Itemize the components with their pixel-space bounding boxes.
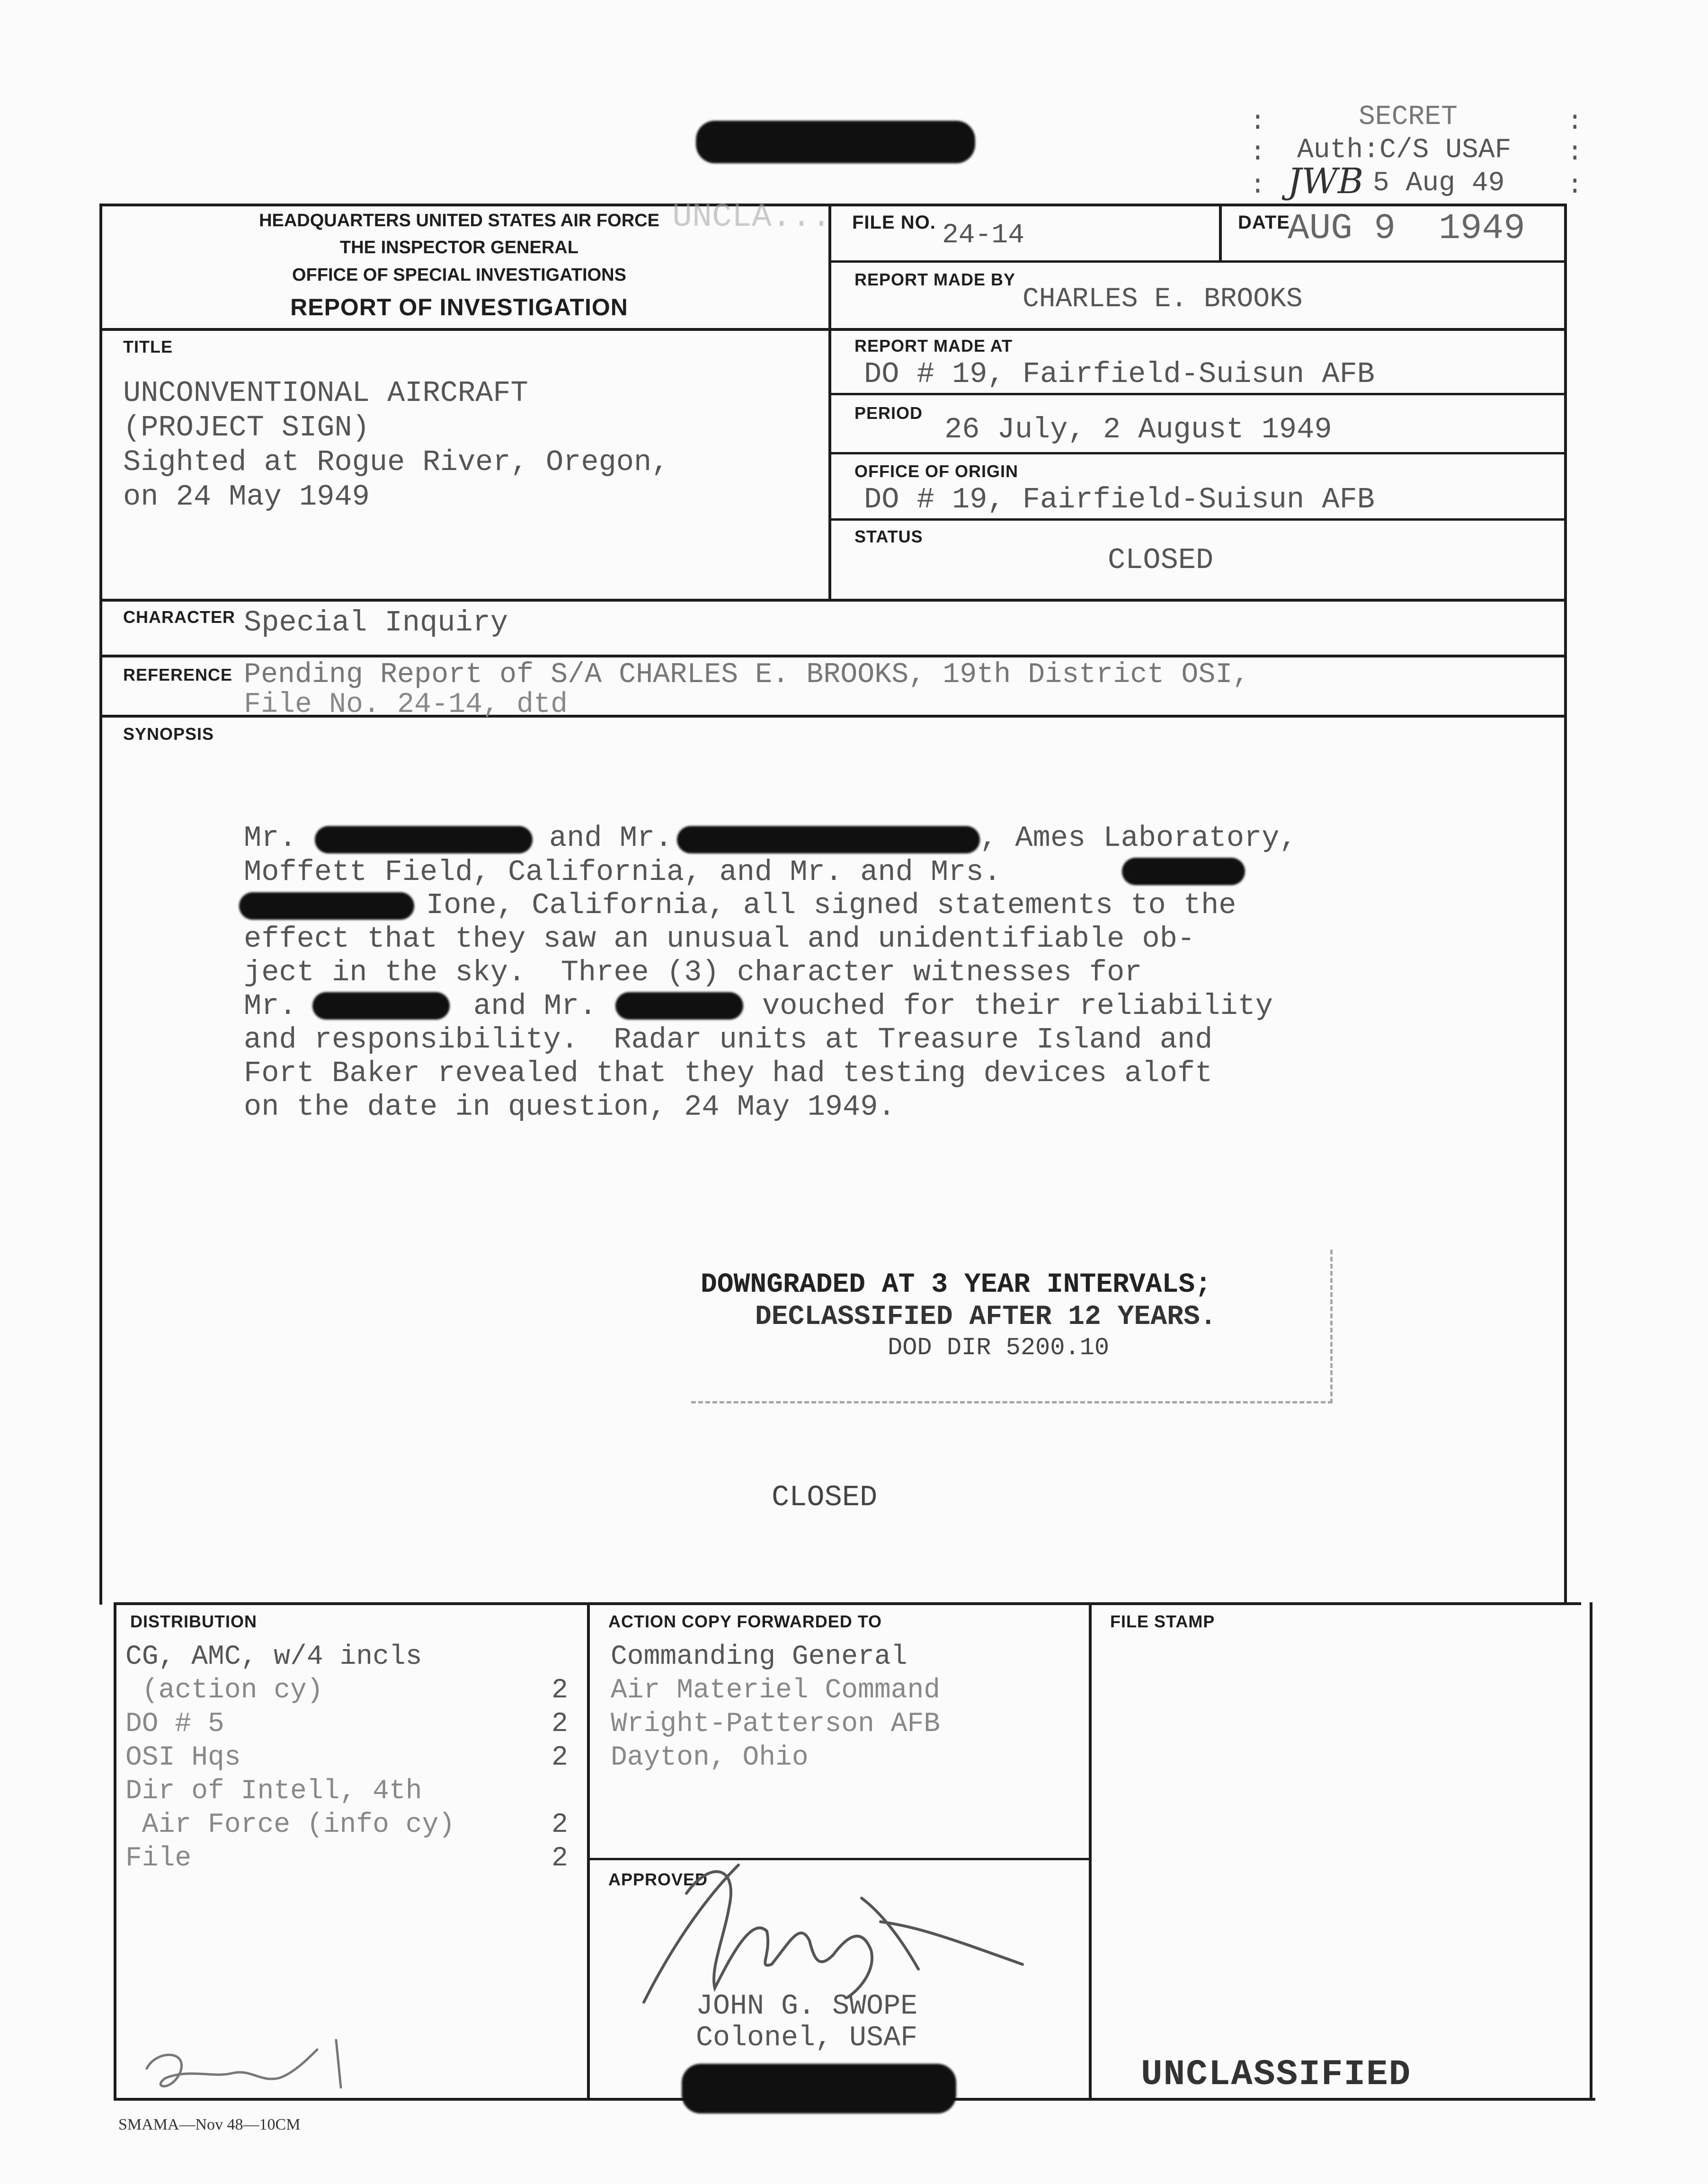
rule-origin-bottom [828,518,1567,521]
approved-rank: Colonel, USAF [696,2022,918,2054]
redaction-name-2 [677,826,980,853]
file-no-value: 24-14 [942,220,1025,251]
distribution-row-1: CG, AMC, w/4 incls [125,1642,422,1672]
stamp-line-3: DOD DIR 5200.10 [888,1334,1110,1362]
report-made-at-label: REPORT MADE AT [854,336,1013,355]
report-made-by-value: CHARLES E. BROOKS [1023,284,1303,315]
distribution-count-2: 2 [552,1675,568,1706]
period-label: PERIOD [854,403,923,423]
redaction-top [696,121,975,163]
synopsis-l6-c: vouched for their reliability [762,989,1273,1023]
office-of-origin-label: OFFICE OF ORIGIN [854,462,1018,481]
header-overstamp: UNCLA... [672,199,832,236]
distribution-row-3: DO # 5 [125,1709,224,1740]
classification-colon-4: : [1567,107,1583,137]
classification-initials: JWB [1288,161,1364,202]
closed-stamp-center: CLOSED [772,1481,878,1514]
downgrade-stamp [691,1250,1330,1401]
file-stamp-label: FILE STAMP [1110,1612,1215,1631]
classification-secret: SECRET [1359,102,1458,133]
synopsis-l1-b: and Mr. [549,821,673,855]
footer-form-id: SMAMA—Nov 48—10CM [118,2116,301,2133]
rule-left-top [99,204,102,1605]
header-line-1: HEADQUARTERS UNITED STATES AIR FORCE [259,211,659,231]
synopsis-l3: Ione, California, all signed statements to the [426,888,1237,922]
handwritten-mark [137,2031,383,2106]
distribution-count-6: 2 [552,1810,568,1840]
rule-bottom-col1 [587,1602,590,2101]
stamp-line-1: DOWNGRADED AT 3 YEAR INTERVALS; [701,1270,1211,1300]
synopsis-l2: Moffett Field, California, and Mr. and Mrs. [244,855,1001,889]
classification-auth: Auth:C/S USAF [1297,135,1512,166]
title-line-3: Sighted at Rogue River, Oregon, [123,445,669,479]
distribution-label: DISTRIBUTION [130,1612,257,1631]
redaction-name-4 [239,892,414,920]
rule-fileno-bottom [828,260,1567,263]
reference-line-2: File No. 24-14, dtd [244,689,568,721]
distribution-row-4: OSI Hqs [125,1742,241,1773]
title-label: TITLE [123,337,173,356]
synopsis-l9: on the date in question, 24 May 1949. [244,1090,896,1124]
title-line-2: (PROJECT SIGN) [123,411,370,444]
office-of-origin-value: DO # 19, Fairfield-Suisun AFB [864,483,1375,516]
rule-period-bottom [828,452,1567,454]
synopsis-l1-a: Mr. [244,821,297,855]
rule-top [99,204,1567,206]
rule-right-top [1564,204,1567,1605]
rule-bottom-left [114,1602,116,2101]
header-line-2: THE INSPECTOR GENERAL [340,238,578,257]
rule-bottom-col2 [1089,1602,1092,2101]
classification-colon-6: : [1567,170,1583,201]
title-line-1: UNCONVENTIONAL AIRCRAFT [123,376,528,410]
synopsis-l8: Fort Baker revealed that they had testing devices aloft [244,1056,1213,1090]
rule-bottom-right [1590,1602,1592,2101]
synopsis-l5: ject in the sky. Three (3) character witnesses for [244,956,1142,989]
rule-character-bottom [99,655,1567,657]
approved-label: APPROVED [608,1870,708,1889]
distribution-row-7: File [125,1843,192,1874]
action-copy-line-3: Wright-Patterson AFB [611,1709,941,1740]
rule-title-bottom [99,599,1567,602]
redaction-bottom [682,2064,956,2113]
classification-colon-5: : [1567,137,1583,168]
distribution-count-4: 2 [552,1742,568,1773]
status-label: STATUS [854,527,923,546]
classification-colon-1: : [1250,107,1266,137]
synopsis-l4: effect that they saw an unusual and unidentifiable ob- [244,922,1195,956]
synopsis-l6-b: and Mr. [473,989,597,1023]
distribution-row-6: Air Force (info cy) [125,1810,455,1840]
rule-madeat-bottom [828,393,1567,395]
distribution-count-7: 2 [552,1843,568,1874]
classification-colon-2: : [1250,137,1266,168]
synopsis-label: SYNOPSIS [123,724,214,744]
report-made-by-label: REPORT MADE BY [854,270,1016,289]
reference-line-1: Pending Report of S/A CHARLES E. BROOKS, 19th District OSI, [244,659,1250,691]
rule-header-bottom [99,328,1567,331]
character-value: Special Inquiry [244,606,508,639]
action-copy-line-1: Commanding General [611,1642,907,1672]
stamp-line-2: DECLASSIFIED AFTER 12 YEARS. [755,1302,1217,1332]
date-label: DATE [1238,212,1290,233]
character-label: CHARACTER [123,607,235,627]
file-stamp-unclassified: UNCLASSIFIED [1141,2054,1412,2095]
classification-colon-3: : [1250,170,1266,201]
rule-col-date [1219,204,1222,260]
redaction-name-3 [1122,858,1245,885]
distribution-count-3: 2 [552,1709,568,1740]
file-no-label: FILE NO. [852,212,936,233]
redaction-name-6 [615,992,743,1020]
date-value: AUG 9 1949 [1288,208,1525,249]
header-line-4: REPORT OF INVESTIGATION [290,294,628,320]
distribution-row-2: (action cy) [125,1675,323,1706]
rule-col-mid [828,204,831,600]
action-copy-line-2: Air Materiel Command [611,1675,941,1706]
synopsis-l1-c: , Ames Laboratory, [980,821,1297,855]
action-copy-line-4: Dayton, Ohio [611,1742,809,1773]
redaction-name-5 [312,992,450,1020]
report-made-at-value: DO # 19, Fairfield-Suisun AFB [864,357,1375,391]
synopsis-l7: and responsibility. Radar units at Treasure Island and [244,1023,1213,1056]
title-line-4: on 24 May 1949 [123,480,370,514]
reference-label: REFERENCE [123,665,233,684]
synopsis-l6-a: Mr. [244,989,297,1023]
distribution-row-5: Dir of Intell, 4th [125,1776,422,1807]
header-line-3: OFFICE OF SPECIAL INVESTIGATIONS [292,265,626,285]
rule-bottom-top [114,1602,1581,1605]
classification-date: 5 Aug 49 [1373,168,1505,199]
redaction-name-1 [315,826,533,853]
action-copy-label: ACTION COPY FORWARDED TO [608,1612,882,1631]
period-value: 26 July, 2 August 1949 [944,413,1332,446]
status-value: CLOSED [1108,543,1214,577]
approved-name: JOHN G. SWOPE [696,1990,918,2023]
